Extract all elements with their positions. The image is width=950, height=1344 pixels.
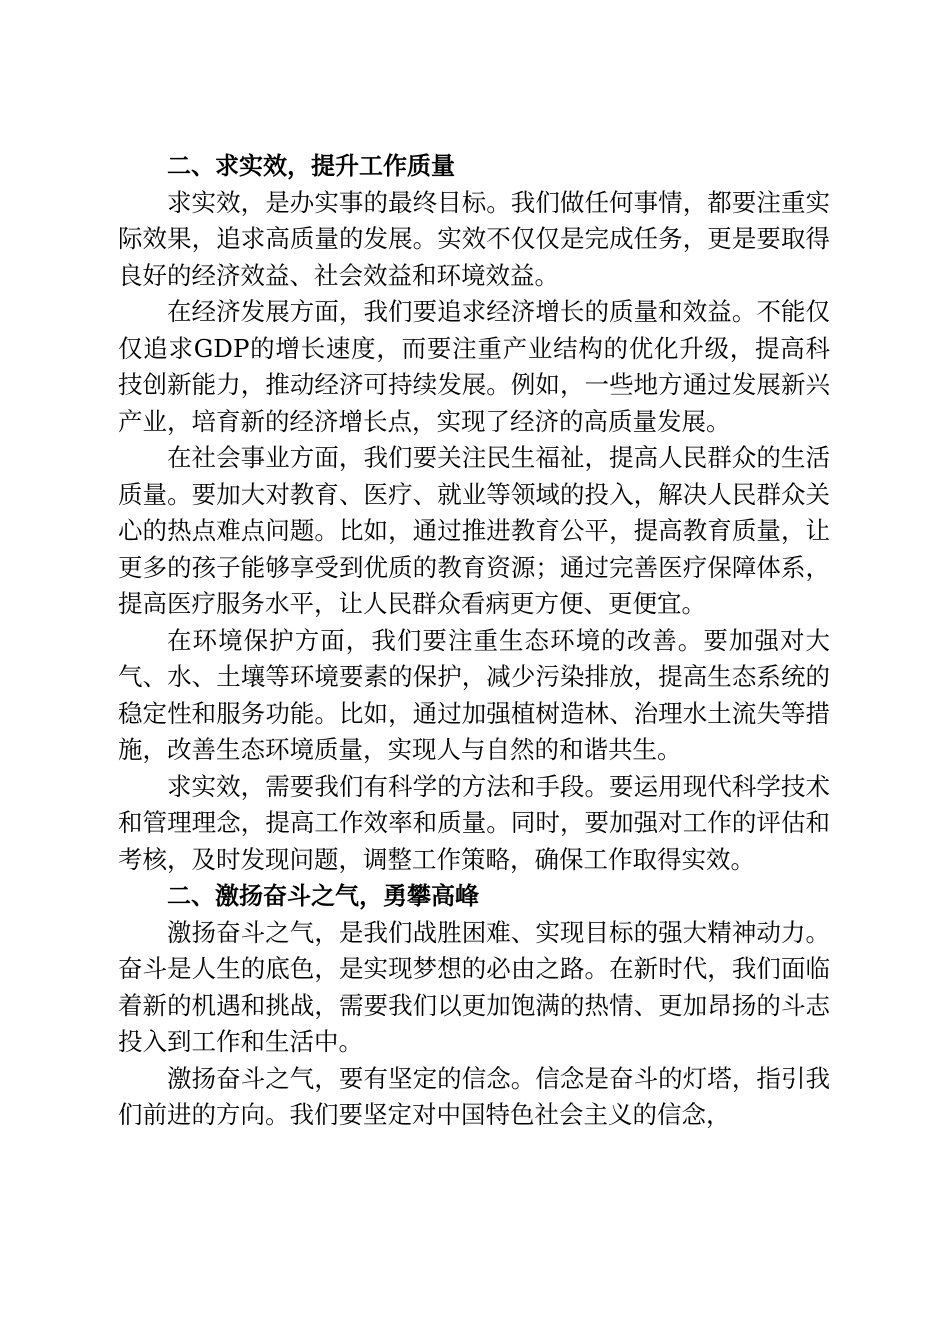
paragraph: 激扬奋斗之气，是我们战胜困难、实现目标的强大精神动力。奋斗是人生的底色，是实现梦想的必由之路。在新时代，我们面临着新的机遇和挑战，需要我们以更加饱满的热情、更加昂扬的斗志投入到工作和生活中。 xyxy=(118,917,830,1056)
paragraph: 在环境保护方面，我们要注重生态环境的改善。要加强对大气、水、土壤等环境要素的保护，减少污染排放，提高生态系统的稳定性和服务功能。比如，通过加强植树造林、治理水土流失等措施，改善生态环境质量，实现人与自然的和谐共生。 xyxy=(118,625,830,764)
paragraph: 求实效，需要我们有科学的方法和手段。要运用现代科学技术和管理理念，提高工作效率和质量。同时，要加强对工作的评估和考核，及时发现问题，调整工作策略，确保工作取得实效。 xyxy=(118,771,830,874)
paragraph: 激扬奋斗之气，要有坚定的信念。信念是奋斗的灯塔，指引我们前进的方向。我们要坚定对中国特色社会主义的信念， xyxy=(118,1063,830,1129)
document-page xyxy=(118,148,830,1134)
paragraph: 求实效，是办实事的最终目标。我们做任何事情，都要注重实际效果，追求高质量的发展。实效不仅仅是完成任务，更是要取得良好的经济效益、社会效益和环境效益。 xyxy=(118,187,830,290)
paragraph: 在社会事业方面，我们要关注民生福祉，提高人民群众的生活质量。要加大对教育、医疗、就业等领域的投入，解决人民群众关心的热点难点问题。比如，通过推进教育公平，提高教育质量，让更多的孩子能够享受到优质的教育资源；通过完善医疗保障体系，提高医疗服务水平，让人民群众看病更方便、更便宜。 xyxy=(118,443,830,618)
paragraph: 在经济发展方面，我们要追求经济增长的质量和效益。不能仅仅追求GDP的增长速度，而要注重产业结构的优化升级，提高科技创新能力，推动经济可持续发展。例如，一些地方通过发展新兴产业，培育新的经济增长点，实现了经济的高质量发展。 xyxy=(118,297,830,436)
section-heading: 二、激扬奋斗之气，勇攀高峰 xyxy=(167,882,479,910)
section-heading: 二、求实效，提升工作质量 xyxy=(167,152,455,180)
